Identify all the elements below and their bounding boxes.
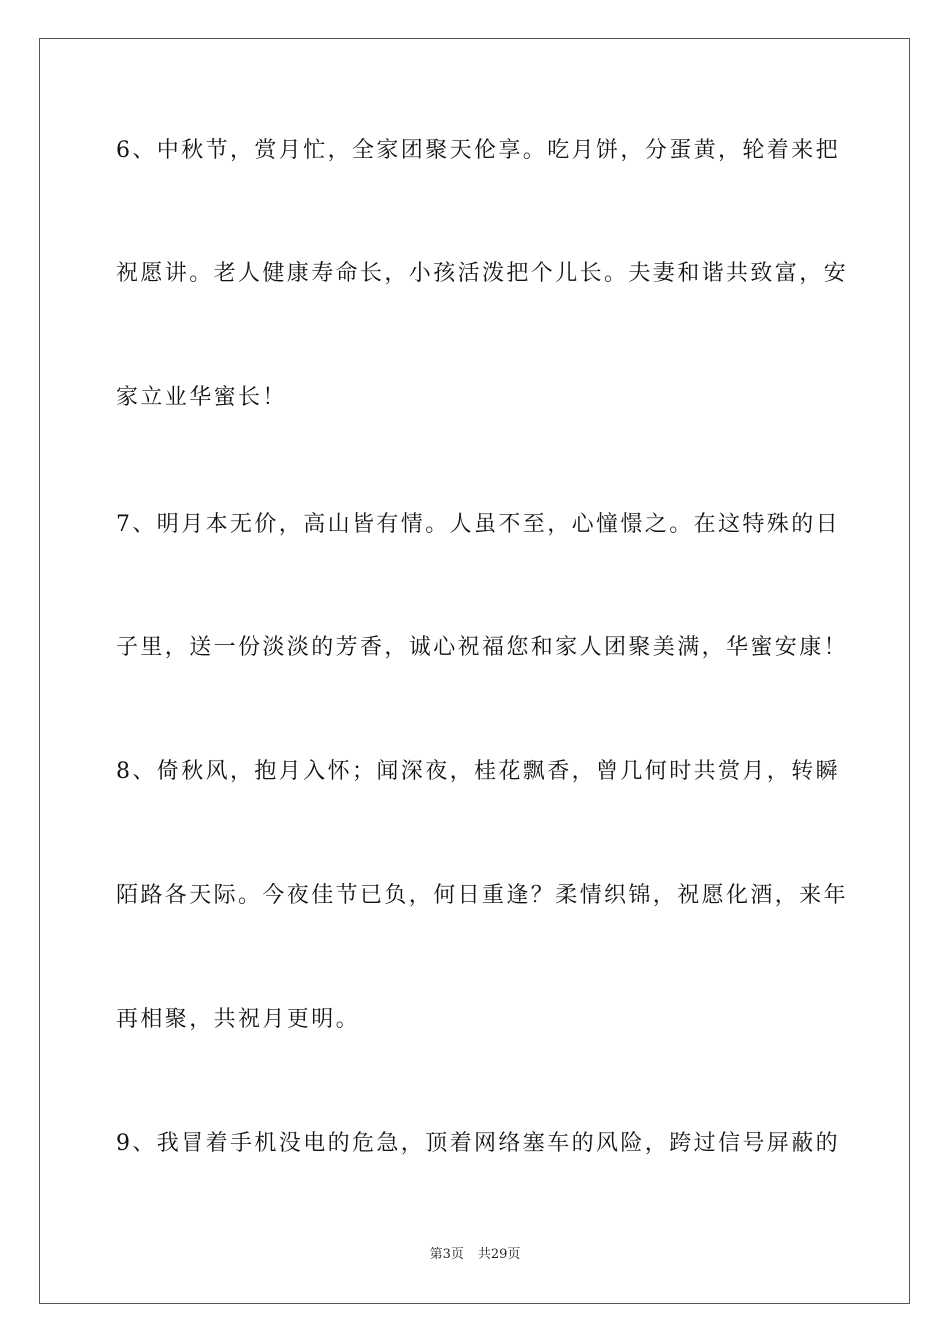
page-border — [39, 38, 910, 1304]
paragraph-7-line-2: 子里，送一份淡淡的芳香，诚心祝福您和家人团聚美满，华蜜安康！ — [116, 635, 849, 660]
paragraph-8-line-3: 再相聚，共祝月更明。 — [116, 1007, 361, 1032]
paragraph-6-line-1: 6、中秋节，赏月忙，全家团聚天伦享。吃月饼，分蛋黄，轮着来把 — [116, 138, 840, 163]
page-number: 第3页 — [429, 1247, 464, 1262]
paragraph-9-line-1: 9、我冒着手机没电的危急，顶着网络塞车的风险，跨过信号屏蔽的 — [116, 1131, 840, 1156]
paragraph-6-line-3: 家立业华蜜长！ — [116, 385, 287, 410]
total-pages: 共29页 — [477, 1247, 521, 1262]
paragraph-8-line-2: 陌路各天际。今夜佳节已负，何日重逢？柔情织锦，祝愿化酒，来年 — [116, 883, 849, 908]
page-footer — [0, 1246, 950, 1264]
paragraph-7-line-1: 7、明月本无价，高山皆有情。人虽不至，心憧憬之。在这特殊的日 — [116, 512, 840, 537]
paragraph-8-line-1: 8、倚秋风，抱月入怀；闻深夜，桂花飘香，曾几何时共赏月，转瞬 — [116, 759, 840, 784]
paragraph-6-line-2: 祝愿讲。老人健康寿命长，小孩活泼把个儿长。夫妻和谐共致富，安 — [116, 261, 849, 286]
